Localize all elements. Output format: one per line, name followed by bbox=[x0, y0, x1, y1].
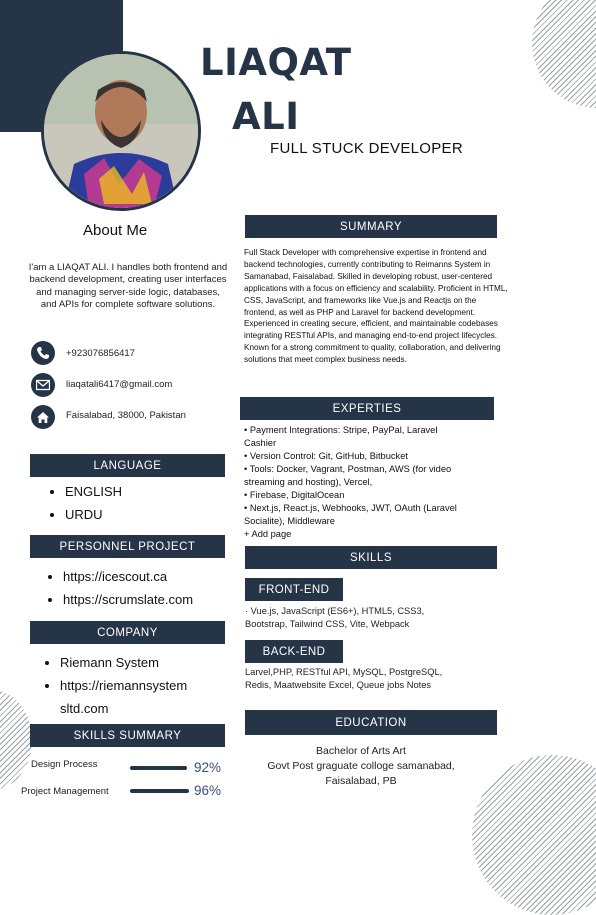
company-header: COMPANY bbox=[30, 621, 225, 644]
about-text: I'am a LIAQAT ALI. I handles both frontend and backend development, creating user interfaces and managing server-side logic, databases, and APIs for complete software solutions. bbox=[28, 262, 228, 311]
skills-summary-header: SKILLS SUMMARY bbox=[30, 724, 225, 747]
education-header: EDUCATION bbox=[245, 710, 497, 735]
first-name: LIAQAT bbox=[200, 41, 352, 84]
list-item[interactable]: • https://icescout.ca bbox=[63, 565, 193, 588]
education-location: Faisalabad, PB bbox=[325, 775, 397, 787]
email-icon bbox=[31, 373, 55, 397]
skill-label-pm: Project Management bbox=[21, 786, 109, 797]
address: Faisalabad, 38000, Pakistan bbox=[66, 410, 186, 421]
backend-header: BACK-END bbox=[245, 640, 343, 663]
list-item: • Version Control: Git, GitHub, Bitbucket bbox=[244, 451, 408, 461]
add-page-link[interactable]: + Add page bbox=[244, 529, 292, 539]
skill-label-design: Design Process bbox=[31, 759, 98, 770]
list-item[interactable]: • https://scrumslate.com bbox=[63, 588, 193, 611]
project-list bbox=[43, 565, 193, 611]
profile-photo bbox=[41, 51, 201, 211]
last-name: ALI bbox=[232, 95, 300, 138]
skills-header: SKILLS bbox=[245, 546, 497, 569]
left-hatched-circle bbox=[0, 690, 32, 790]
list-item[interactable]: sltd.com bbox=[60, 701, 109, 716]
backend-text: Larvel,PHP, RESTful API, MySQL, PostgreSQL, Redis, Maatwebsite Excel, Queue jobs Notes bbox=[245, 667, 443, 690]
education-institution: Govt Post graguate colloge samanabad, bbox=[267, 760, 455, 772]
summary-header: SUMMARY bbox=[245, 215, 497, 238]
skill-bar-pm bbox=[130, 789, 189, 793]
list-item: • Payment Integrations: Stripe, PayPal, Laravel Cashier bbox=[244, 425, 438, 448]
personnel-project-header: PERSONNEL PROJECT bbox=[30, 535, 225, 558]
list-item: • Next.js, React.js, Webhooks, JWT, OAuth (Laravel Socialite), Middleware bbox=[244, 503, 457, 526]
skill-percent-pm: 96% bbox=[194, 783, 222, 798]
frontend-text: · Vue.js, JavaScript (ES6+), HTML5, CSS3, Bootstrap, Tailwind CSS, Vite, Webpack bbox=[245, 606, 425, 629]
home-icon bbox=[31, 405, 55, 429]
language-list bbox=[45, 480, 122, 526]
top-right-hatched-circle bbox=[532, 0, 596, 108]
expertise-header: EXPERTIES bbox=[240, 397, 494, 420]
expertise-list bbox=[244, 424, 469, 541]
bottom-right-hatched-circle bbox=[472, 755, 596, 915]
list-item[interactable]: • https://riemannsystem bbox=[60, 674, 187, 697]
list-item: • ENGLISH bbox=[65, 480, 122, 503]
list-item: • URDU bbox=[65, 503, 122, 526]
phone-number[interactable]: +923076856417 bbox=[66, 348, 135, 359]
education-degree: Bachelor of Arts Art bbox=[316, 745, 406, 757]
list-item: • Firebase, DigitalOcean bbox=[244, 490, 345, 500]
frontend-header: FRONT-END bbox=[245, 578, 343, 601]
email-address[interactable]: liaqatali6417@gmail.com bbox=[66, 379, 173, 390]
about-heading: About Me bbox=[83, 222, 148, 239]
language-header: LANGUAGE bbox=[30, 454, 225, 477]
job-title: FULL STUCK DEVELOPER bbox=[270, 140, 463, 157]
summary-text: Full Stack Developer with comprehensive expertise in frontend and backend technologies, currently contributing to Reimanns System in Samanabad, Faisalabad. Skilled in developing robust, user-centered applications with a focus on efficiency and scalability. Proficient in HTML, CSS, JavaScript, and frameworks like Vue.js and Reactjs on the frontend, as well as PHP and Laravel for backend development. Experienced in creating secure, efficient, and maintainable codebases integrating RESTful APIs, and managing end-to-end project lifecycles. Known for a strong commitment to quality, collaboration, and delivering solutions that meet complex business needs. bbox=[244, 248, 508, 365]
education-block bbox=[245, 744, 477, 789]
company-list bbox=[40, 651, 187, 720]
skill-bar-design bbox=[130, 766, 187, 770]
skill-percent-design: 92% bbox=[194, 760, 222, 775]
phone-icon bbox=[31, 341, 55, 365]
list-item: • Riemann System bbox=[60, 651, 187, 674]
list-item: • Tools: Docker, Vagrant, Postman, AWS (for video streaming and hosting), Vercel, bbox=[244, 464, 452, 487]
